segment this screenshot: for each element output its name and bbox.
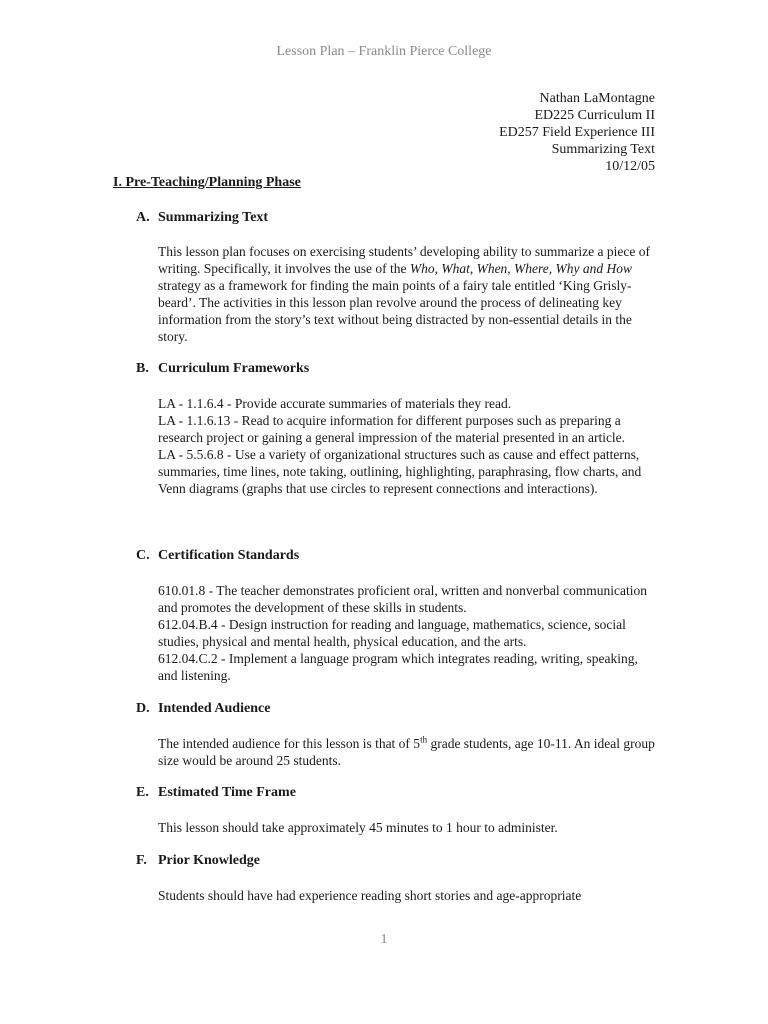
subheading-estimated-time-frame [136,785,296,801]
author-block [499,90,655,175]
subheading-letter: F. [136,853,147,868]
subheading-certification-standards [136,548,299,564]
author-name: Nathan LaMontagne [539,91,655,106]
section-title: I. Pre-Teaching/Planning Phase [113,175,301,190]
subheading-label: Certification Standards [158,548,300,563]
paragraph-intended-audience [158,735,656,769]
lesson-topic: Summarizing Text [551,142,655,157]
subheading-prior-knowledge [136,853,260,869]
paragraph-summarizing-text [158,243,656,345]
subheading-letter: A. [136,210,150,225]
subheading-letter: C. [136,548,150,563]
standard-item: 612.04.C.2 - Implement a language program which integrates reading, writing, speaking, and listening. [158,651,638,683]
subheading-summarizing-text [136,210,268,226]
page-number: 1 [380,932,388,947]
document-header: Lesson Plan – Franklin Pierce College [276,44,492,59]
paragraph-prior-knowledge: Students should have had experience reading short stories and age-appropriate [158,888,582,903]
standard-item: 610.01.8 - The teacher demonstrates proficient oral, written and nonverbal communication and promotes the development of these skills in students. [158,583,647,615]
course-field-experience: ED257 Field Experience III [499,125,655,140]
standard-item: 612.04.B.4 - Design instruction for reading and language, mathematics, science, social studies, physical and mental health, physical education, and the arts. [158,617,626,649]
strategy-italic-text: Who, What, When, Where, Why and How [409,261,633,276]
paragraph-estimated-time-frame: This lesson should take approximately 45 minutes to 1 hour to administer. [158,820,558,835]
subheading-label: Curriculum Frameworks [158,361,310,376]
subheading-label: Estimated Time Frame [158,785,296,800]
subheading-label: Prior Knowledge [158,853,261,868]
subheading-letter: D. [136,701,150,716]
course-curriculum: ED225 Curriculum II [534,108,655,123]
paragraph-text: This lesson plan focuses on exercising students’ developing ability to summarize a piece of writing. Specifically, it involves the use of the [158,244,650,276]
framework-item: LA - 1.1.6.4 - Provide accurate summaries of materials they read. [158,396,512,411]
subheading-label: Intended Audience [158,701,271,716]
paragraph-curriculum-frameworks [158,395,656,497]
framework-item: LA - 1.1.6.13 - Read to acquire information for different purposes such as preparing a research project or gaining a general impression of the material presented in an article. [158,413,626,445]
paragraph-text: The intended audience for this lesson is that of 5 [158,736,421,751]
subheading-label: Summarizing Text [158,210,269,225]
subheading-curriculum-frameworks [136,361,309,377]
paragraph-text: grade students, age 10-11. An ideal group size would be around 25 students. [158,736,655,768]
subheading-intended-audience [136,701,270,717]
paragraph-text: strategy as a framework for finding the main points of a fairy tale entitled ‘King Grisly-beard’. The activities in this lesson plan revolve around the process of delineating key information from the story’s text without being distracted by non-essential details in the story. [158,278,632,344]
lesson-date: 10/12/05 [605,159,655,174]
framework-item: LA - 5.5.6.8 - Use a variety of organizational structures such as cause and effect patterns, summaries, time lines, note taking, outlining, highlighting, paraphrasing, flow charts, and Venn diagrams (graphs that use circles to represent connections and interactions). [158,447,642,496]
subheading-letter: E. [136,785,149,800]
paragraph-certification-standards [158,582,656,684]
ordinal-superscript: th [420,734,428,745]
subheading-letter: B. [136,361,149,376]
